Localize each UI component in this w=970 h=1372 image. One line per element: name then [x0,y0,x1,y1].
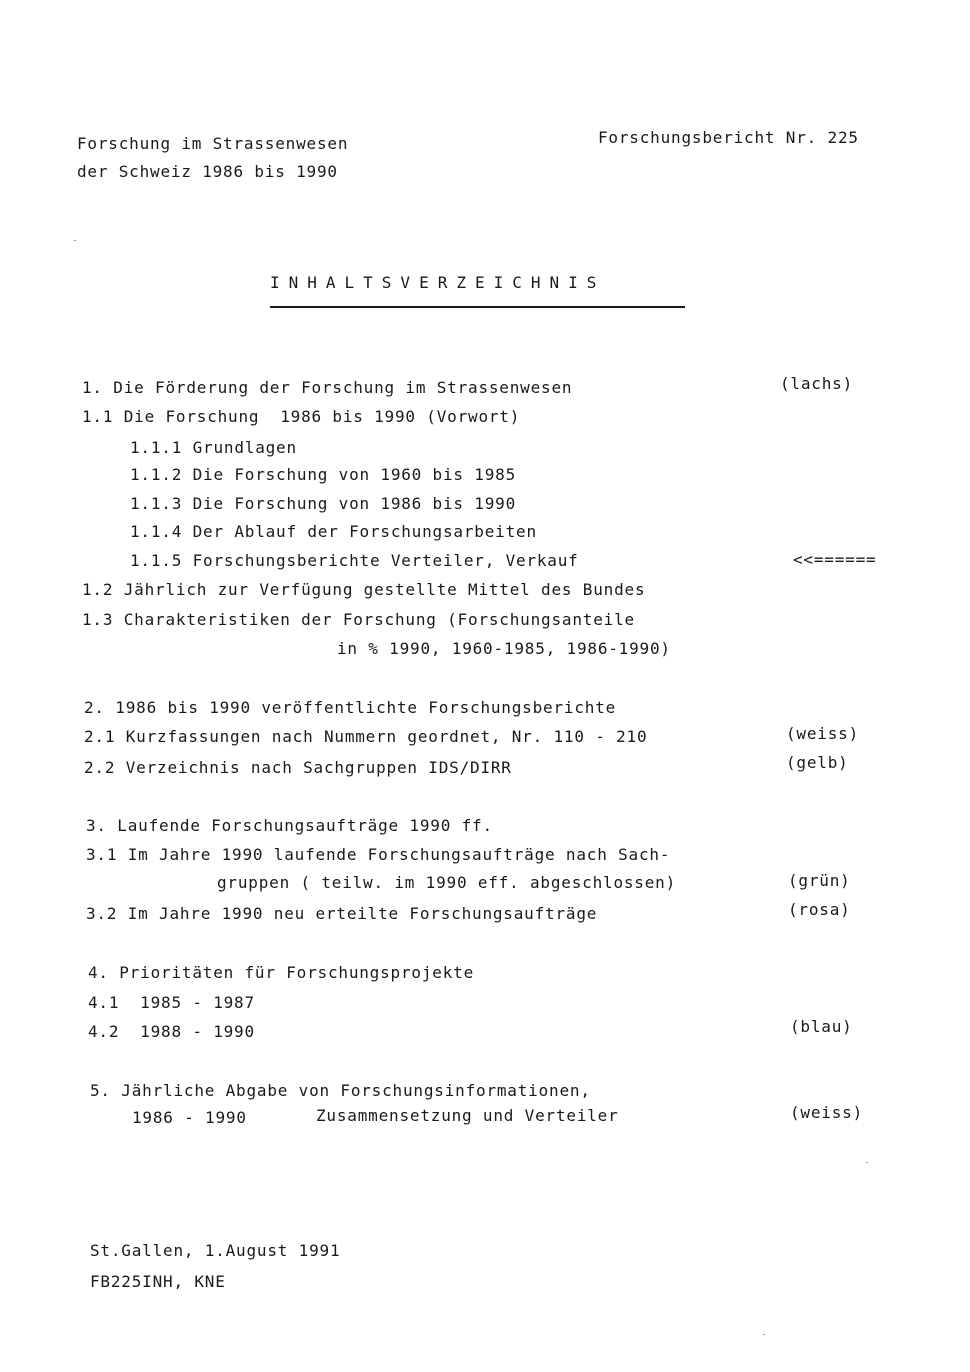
header-left-line1: Forschung im Strassenwesen [77,134,349,153]
toc-entry-1-3-cont: in % 1990, 1960-1985, 1986-1990) [337,639,671,658]
toc-entry-1-1-3: 1.1.3 Die Forschung von 1986 bis 1990 [130,494,517,513]
title-underline [270,306,685,308]
toc-entry-2-1-color: (weiss) [786,724,860,743]
toc-entry-4: 4. Prioritäten für Forschungsprojekte [88,963,475,982]
toc-entry-3: 3. Laufende Forschungsaufträge 1990 ff. [86,816,493,835]
toc-entry-1-1-4: 1.1.4 Der Ablauf der Forschungsarbeiten [130,522,537,541]
toc-entry-1: 1. Die Förderung der Forschung im Strassenwesen [82,378,573,397]
toc-entry-5-years: 1986 - 1990 [132,1108,247,1127]
toc-entry-1-color: (lachs) [780,374,854,393]
toc-entry-1-3: 1.3 Charakteristiken der Forschung (Forschungsanteile [82,610,635,629]
toc-entry-2-2: 2.2 Verzeichnis nach Sachgruppen IDS/DIRR [84,758,512,777]
toc-entry-4-2-color: (blau) [790,1017,853,1036]
toc-entry-3-1-color: (grün) [788,871,851,890]
toc-entry-1-1: 1.1 Die Forschung 1986 bis 1990 (Vorwort) [82,407,521,426]
toc-entry-4-1: 4.1 1985 - 1987 [88,993,255,1012]
toc-entry-4-2: 4.2 1988 - 1990 [88,1022,255,1041]
header-left-line2: der Schweiz 1986 bis 1990 [77,162,338,181]
toc-entry-2: 2. 1986 bis 1990 veröffentlichte Forschungsberichte [84,698,617,717]
scan-speck [866,1162,868,1163]
footer-place-date: St.Gallen, 1.August 1991 [90,1241,341,1260]
scan-speck [74,240,76,241]
footer-reference: FB225INH, KNE [90,1272,226,1291]
toc-entry-3-2: 3.2 Im Jahre 1990 neu erteilte Forschungsaufträge [86,904,598,923]
toc-entry-1-1-1: 1.1.1 Grundlagen [130,438,297,457]
toc-entry-1-1-5: 1.1.5 Forschungsberichte Verteiler, Verkauf [130,551,579,570]
toc-entry-5: 5. Jährliche Abgabe von Forschungsinformationen, [90,1081,591,1100]
toc-entry-1-1-5-marker: <<====== [793,550,877,569]
toc-entry-1-2: 1.2 Jährlich zur Verfügung gestellte Mittel des Bundes [82,580,646,599]
toc-entry-3-1-cont: gruppen ( teilw. im 1990 eff. abgeschlossen) [217,873,677,892]
toc-entry-3-2-color: (rosa) [788,900,851,919]
scan-speck [763,1334,765,1335]
toc-entry-5-cont: Zusammensetzung und Verteiler [316,1106,619,1125]
page-title: INHALTSVERZEICHNIS [270,273,606,292]
toc-entry-2-1: 2.1 Kurzfassungen nach Nummern geordnet, Nr. 110 - 210 [84,727,648,746]
header-report-number: Forschungsbericht Nr. 225 [598,128,859,147]
toc-entry-2-2-color: (gelb) [786,753,849,772]
toc-entry-1-1-2: 1.1.2 Die Forschung von 1960 bis 1985 [130,465,517,484]
toc-entry-3-1: 3.1 Im Jahre 1990 laufende Forschungsaufträge nach Sach- [86,845,671,864]
toc-entry-5-color: (weiss) [790,1103,864,1122]
